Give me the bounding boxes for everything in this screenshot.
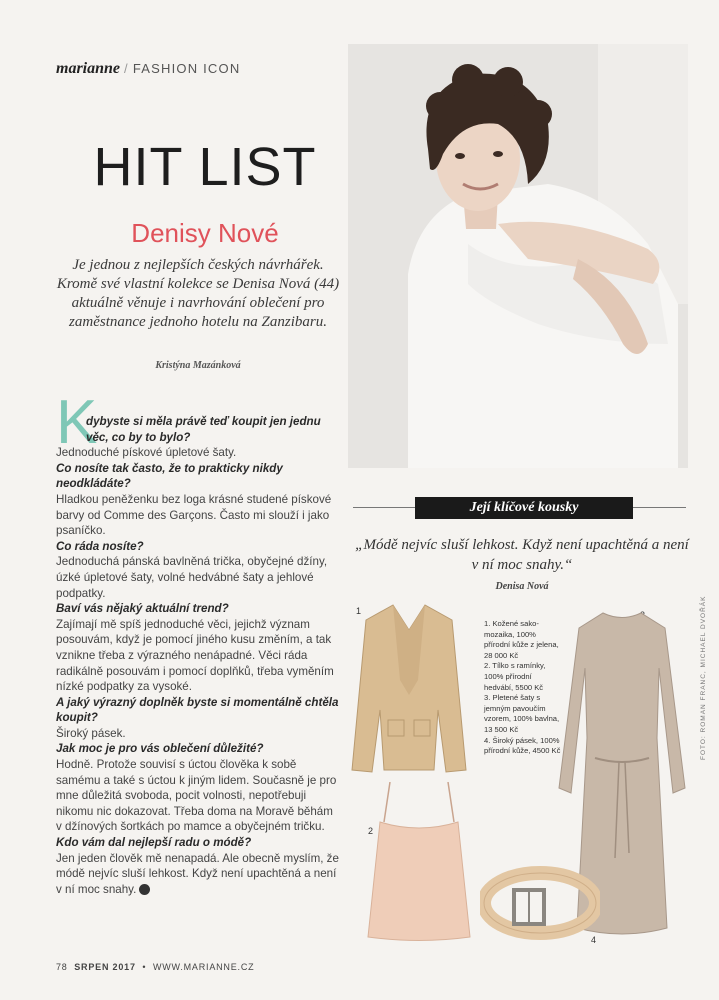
issue-label: SRPEN 2017	[74, 962, 136, 972]
answer-6: Hodně. Protože souvisí s úctou člověka k sobě samému a také s úctou k jiným lidem. Současně je pro mne důležitá svoboda, pocit volnosti, nepotřebuji nikomu nic dokazovat. Třeba doma na Moravě běhám v džínových šortkách po mamce a obyčejném tričku.	[56, 758, 337, 834]
header-separator: /	[124, 61, 129, 76]
jacket-image	[338, 600, 480, 778]
question-7: Kdo vám dal nejlepší radu o módě?	[56, 836, 252, 850]
answer-7: Jen jeden člověk mě nenapadá. Ale obecně myslím, že módě nejvíc sluší lehkost. Když není upachtěná a není v ní moc snahy.	[56, 851, 339, 896]
section-header	[56, 60, 240, 78]
drop-cap: K	[56, 388, 98, 457]
end-mark-icon	[139, 884, 150, 895]
key-pieces-heading: Její klíčové kousky	[415, 497, 633, 519]
answer-3: Jednoduchá pánská bavlněná trička, obyčejné džíny, úzké úpletové šaty, volné hedvábné šaty a jehlové podpatky.	[56, 555, 328, 600]
footer-bullet: •	[142, 962, 147, 972]
item-description-4: 4. Široký pásek, 100% přírodní kůže, 4500 Kč	[484, 735, 561, 756]
question-4: Baví vás nějaký aktuální trend?	[56, 602, 229, 616]
question-5: A jaký výrazný doplněk byste si momentálně chtěla koupit?	[56, 695, 339, 725]
portrait-photo	[348, 44, 688, 468]
item-number-4: 4	[591, 935, 597, 945]
question-2: Co nosíte tak často, že to prakticky nikdy neodkládáte?	[56, 461, 283, 491]
item-description-1: 1. Kožené sako-mozaika, 100% přírodní kůže z jelena, 28 000 Kč	[484, 619, 559, 660]
belt-image	[480, 866, 600, 940]
pull-quote: „Módě nejvíc sluší lehkost. Když není upachtěná a není v ní moc snahy.“	[355, 537, 689, 573]
page-number: 78	[56, 962, 68, 972]
camisole-image	[360, 782, 478, 942]
portrait-illustration	[348, 44, 688, 468]
section-label: FASHION ICON	[132, 61, 241, 76]
article-body	[56, 414, 340, 897]
item-number-1: 1	[356, 606, 362, 616]
intro-paragraph: Je jednou z nejlepších českých návrhářek. Kromě své vlastní kolekce se Denisa Nová (44) aktuálně věnuje i navrhování oblečení pro zaměstnance jednoho hotelu na Zanzibaru.	[56, 257, 340, 330]
question-1: dybyste si měla právě teď koupit jen jednu věc, co by to bylo?	[86, 415, 321, 444]
answer-5: Široký pásek.	[56, 726, 126, 740]
page-footer	[56, 962, 254, 972]
pull-quote-author: Denisa Nová	[495, 581, 549, 592]
answer-4: Zajímají mě spíš jednoduché věci, jejichž význam posouvám, když je pomocí jiného kusu změním, a tak vznikne třeba z výrazného nenápadné. Věci ráda radikálně posouvám i pomocí doplňků, třeba vyměním nízké podpatky za vysoké.	[56, 617, 334, 694]
item-descriptions	[484, 619, 562, 757]
item-description-3: 3. Pletené šaty s jemným pavoučím vzorem, 100% bavlna, 13 500 Kč	[484, 693, 560, 734]
question-6: Jak moc je pro vás oblečení důležité?	[56, 742, 264, 756]
question-3: Co ráda nosíte?	[56, 539, 144, 553]
page-subtitle: Denisy Nové	[131, 218, 279, 248]
answer-7-wrap	[56, 851, 340, 898]
item-description-2: 2. Tílko s ramínky, 100% přírodní hedvábí, 5500 Kč	[484, 661, 546, 692]
article-author: Kristýna Mazánková	[155, 360, 241, 371]
answer-2: Hladkou peněženku bez loga krásné studené pískové barvy od Comme des Garçons. Často mi slouží i jako psaníčko.	[56, 492, 332, 538]
answer-1: Jednoduché pískové úpletové šaty.	[56, 446, 237, 460]
brand-logo: marianne	[56, 60, 121, 77]
item-number-2: 2	[368, 826, 374, 836]
photo-credit: FOTO: ROMAN FRANC, MICHAEL DVOŘÁK	[700, 595, 707, 760]
page-title: HIT LIST	[93, 137, 317, 197]
website-link[interactable]: WWW.MARIANNE.CZ	[152, 962, 255, 972]
